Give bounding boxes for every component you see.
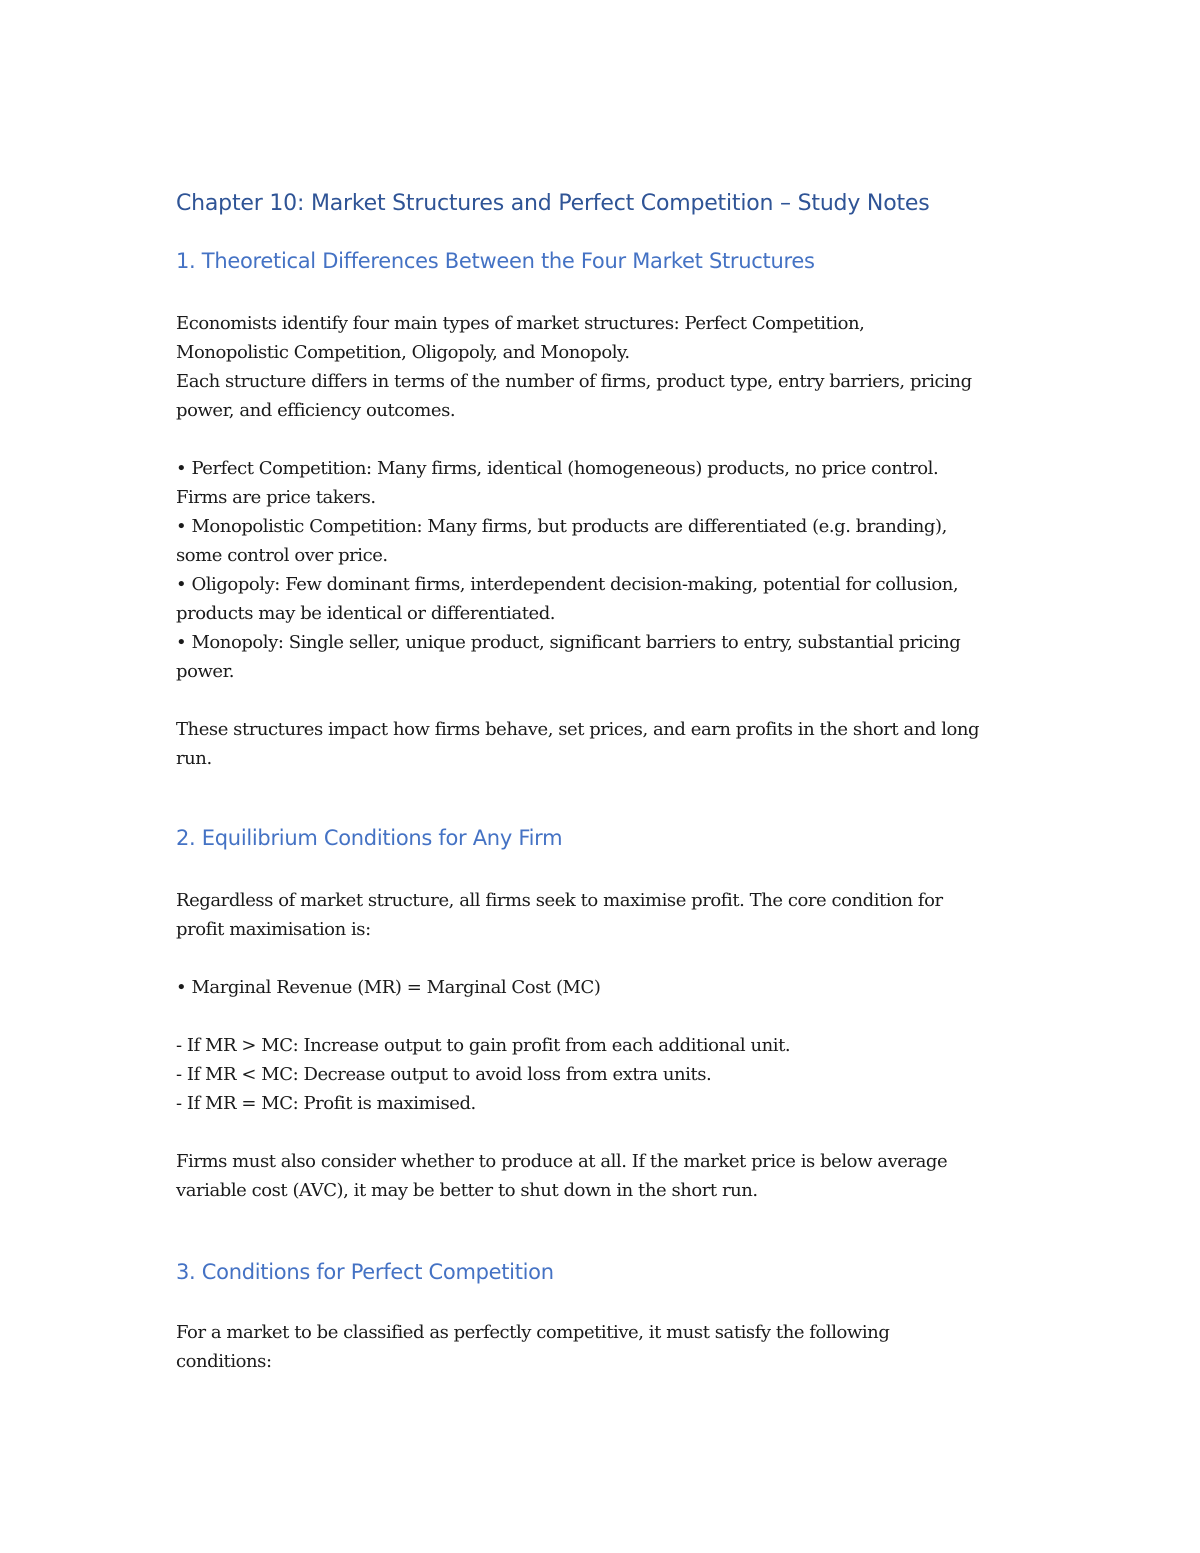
section-2-line: Regardless of market structure, all firms seek to maximise profit. The core condition for — [176, 890, 943, 911]
bullet-item-continuation: some control over price. — [176, 545, 388, 566]
section-3-line: For a market to be classified as perfectly competitive, it must satisfy the following — [176, 1322, 890, 1343]
dash-item: - If MR < MC: Decrease output to avoid loss from extra units. — [176, 1064, 712, 1085]
section-1-line: Economists identify four main types of market structures: Perfect Competition, — [176, 313, 865, 334]
section-1-line: power, and efficiency outcomes. — [176, 400, 456, 421]
section-2-line: variable cost (AVC), it may be better to shut down in the short run. — [176, 1180, 758, 1201]
section-3-line: conditions: — [176, 1351, 272, 1372]
bullet-item-continuation: power. — [176, 661, 235, 682]
bullet-item: • Perfect Competition: Many firms, identical (homogeneous) products, no price control. — [176, 458, 939, 479]
bullet-item-continuation: Firms are price takers. — [176, 487, 376, 508]
section-1-line: Each structure differs in terms of the number of firms, product type, entry barriers, pricing — [176, 371, 972, 392]
bullet-item: • Oligopoly: Few dominant firms, interdependent decision-making, potential for collusion, — [176, 574, 959, 595]
dash-item: - If MR = MC: Profit is maximised. — [176, 1093, 476, 1114]
section-1-line: Monopolistic Competition, Oligopoly, and Monopoly. — [176, 342, 630, 363]
section-1-heading: 1. Theoretical Differences Between the Four Market Structures — [176, 249, 815, 273]
section-3-heading: 3. Conditions for Perfect Competition — [176, 1260, 554, 1284]
document-title: Chapter 10: Market Structures and Perfect Competition – Study Notes — [176, 191, 930, 216]
dash-item: - If MR > MC: Increase output to gain profit from each additional unit. — [176, 1035, 791, 1056]
section-2-heading: 2. Equilibrium Conditions for Any Firm — [176, 826, 563, 850]
section-1-line: These structures impact how firms behave, set prices, and earn profits in the short and long — [176, 719, 980, 740]
bullet-item: • Monopolistic Competition: Many firms, but products are differentiated (e.g. branding), — [176, 516, 947, 537]
bullet-item: • Marginal Revenue (MR) = Marginal Cost (MC) — [176, 977, 601, 998]
section-1-line: run. — [176, 748, 212, 769]
bullet-item-continuation: products may be identical or differentiated. — [176, 603, 556, 624]
bullet-item: • Monopoly: Single seller, unique product, significant barriers to entry, substantial pricing — [176, 632, 961, 653]
section-2-line: Firms must also consider whether to produce at all. If the market price is below average — [176, 1151, 948, 1172]
section-2-line: profit maximisation is: — [176, 919, 371, 940]
